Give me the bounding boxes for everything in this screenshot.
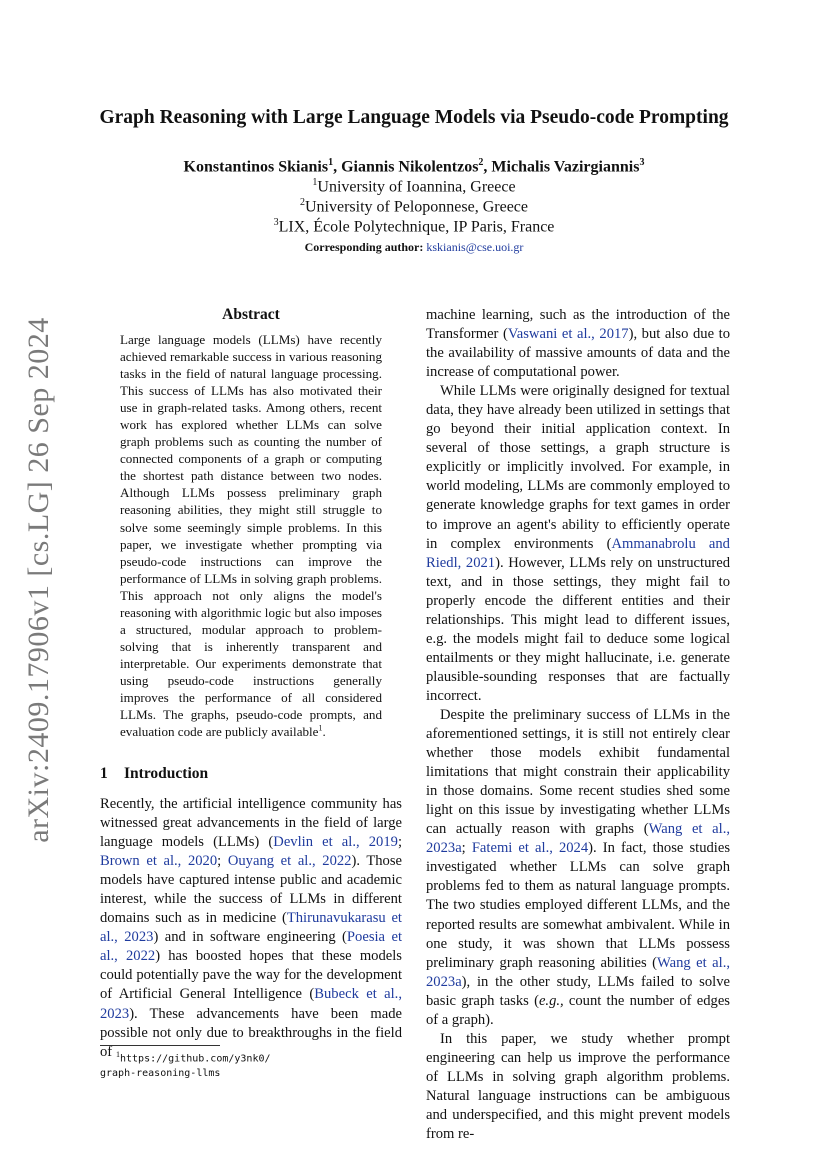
footnote-marker[interactable]: 1	[318, 723, 323, 733]
right-column-body	[426, 306, 730, 1144]
citation-link[interactable]: Fatemi et al., 2024	[471, 840, 589, 857]
text-run: Recently, the artificial intelligence community has witnessed great advancements in the field of large language models (LLMs) (	[100, 796, 402, 851]
arxiv-identifier-text: arXiv:2409.17906v1 [cs.LG] 26 Sep 2024	[22, 317, 55, 843]
paper-title: Graph Reasoning with Large Language Models via Pseudo-code Prompting	[99, 107, 729, 128]
text-run: ). These advancements have been made possible not only due to breakthroughs in the field of	[100, 1005, 402, 1060]
corresponding-label: Corresponding author:	[304, 240, 424, 254]
citation-link[interactable]: Bubeck et al., 2023	[100, 986, 402, 1022]
paragraph	[426, 382, 730, 706]
affiliation-sup: 2	[299, 197, 305, 208]
paragraph	[426, 306, 730, 382]
author-list: Konstantinos Skianis$^1$, Giannis Nikolentzos$^2$, Michalis Vazirgiannis$^3$	[183, 157, 645, 176]
text-run: ;	[461, 840, 472, 857]
paragraph	[100, 795, 403, 1065]
text-run: ;	[217, 853, 228, 870]
citation-link[interactable]: Brown et al., 2020	[100, 853, 218, 870]
citation-link[interactable]: Ouyang et al., 2022	[227, 853, 352, 870]
affiliation	[60, 217, 768, 236]
arxiv-identifier	[18, 260, 60, 900]
text-run: ) and in software engineering (	[153, 929, 347, 946]
text-run: ;	[397, 834, 402, 851]
text-run: ), but also due to the availability of massive amounts of data and the increase of computational power.	[426, 326, 730, 381]
affiliation	[60, 177, 768, 196]
footnote-url-continuation[interactable]: graph-reasoning-llms	[100, 1067, 221, 1079]
abstract-text: Large language models (LLMs) have recently achieved remarkable success in various reasoning tasks in the field of natural language processing. This success of LLMs has also motivated their use in graph-related tasks. Among others, recent work has explored whether LLMs can solve graph problems such as counting the number of connected components of a graph or computing the shortest path distance between two nodes. Although LLMs possess preliminary graph reasoning abilities, they might still struggle to solve some seemingly simple problems. In this paper, we investigate whether prompting via pseudo-code instructions can improve the performance of LLMs in solving graph problems. This approach not only aligns the model's reasoning with algorithmic logic but also imposes a structured, modular approach to problem-solving that is inherently transparent and interpretable. Our experiments demonstrate that using pseudo-code instructions generally improves the performance of all considered LLMs. The graphs, pseudo-code prompts, and evaluation code are publicly available	[120, 332, 382, 740]
section-heading-introduction	[100, 765, 208, 783]
citation-link[interactable]: Poesia et al., 2022	[100, 929, 402, 965]
author-name: Michalis Vazirgiannis	[491, 158, 640, 176]
text-run: machine learning, such as the introduction of the Transformer (	[426, 307, 730, 343]
author-name: Konstantinos Skianis	[183, 158, 329, 176]
citation-link[interactable]: Wang et al., 2023a	[426, 954, 731, 990]
affiliation	[60, 197, 768, 216]
emphasis: e.g.,	[538, 992, 564, 1009]
abstract-end: .	[322, 724, 326, 740]
text-run: ). Those models have captured intense public and academic interest, while the success of LLMs in different domains such as in medicine (	[100, 853, 403, 927]
left-column-body	[100, 795, 403, 1065]
text-run: While LLMs were originally designed for textual data, they have already been utilized in settings that go beyond their initial application context. In several of those settings, a graph structure is explicitly or implicitly involved. For example, in world modeling, LLMs are commonly employed to generate knowledge graphs for text games in order to improve an agent's ability to efficiently operate in complex environments (	[426, 383, 730, 552]
text-run: ) has boosted hopes that these models could potentially pave the way for the development of Artificial General Intelligence (	[100, 948, 402, 1003]
footnote-number: 1	[116, 1050, 120, 1059]
text-run: ). In fact, those studies investigated whether LLMs can solve graph problems fed to them as natural language prompts. The two studies employed different LLMs, and the reported results are somewhat ambivalent. While in one study, it was shown that LLMs possess preliminary graph reasoning abilities (	[426, 840, 730, 971]
author-name: Giannis Nikolentzos	[341, 158, 479, 176]
footnote-url-link[interactable]: https://github.com/y3nk0/	[120, 1053, 271, 1065]
corresponding-author	[60, 240, 768, 255]
affiliation-text: University of Peloponnese, Greece	[304, 198, 529, 216]
footnote-line	[100, 1048, 402, 1067]
affiliation-sup: 1	[312, 177, 318, 188]
citation-link[interactable]: Vaswani et al., 2017	[507, 326, 629, 343]
footnote-divider	[100, 1045, 220, 1046]
paragraph	[426, 706, 730, 1030]
footnote	[100, 1048, 402, 1081]
text-run: In this paper, we study whether prompt engineering can help us improve the performance of LLMs in solving graph algorithm problems. Natural language instructions can be ambiguous and underspecified, and this might prevent models from re-	[426, 1030, 730, 1143]
section-title: Introduction	[124, 765, 209, 782]
citation-link[interactable]: Ammanabrolu and Riedl, 2021	[426, 535, 730, 571]
citation-link[interactable]: Devlin et al., 2019	[273, 834, 398, 851]
abstract-heading: Abstract	[222, 306, 280, 323]
text-run: ). However, LLMs rely on unstructured text, and in those settings, they might fail to properly encode the different entities and their relationships. This might lead to different issues, e.g. the models might fail to deduce some logical entailments or they might hallucinate, i.e. generate plausible-sounding responses that are factually incorrect.	[426, 554, 731, 704]
section-number: 1	[100, 765, 108, 782]
text-run: count the number of edges of a graph).	[426, 992, 730, 1028]
paragraph	[426, 1030, 730, 1144]
text-run: ), in the other study, LLMs failed to solve basic graph tasks (	[426, 973, 730, 1009]
text-run: Despite the preliminary success of LLMs in the aforementioned settings, it is still not entirely clear whether those models exhibit fundamental limitations that might constrain their applicability in those domains. Some recent studies shed some light on this issue by investigating whether LLMs can actually reason with graphs (	[426, 706, 730, 838]
affiliation-text: University of Ioannina, Greece	[317, 178, 516, 196]
citation-link[interactable]: Wang et al., 2023a	[426, 821, 730, 857]
affiliation-sup: 3	[273, 217, 279, 228]
affiliation-text: LIX, École Polytechnique, IP Paris, France	[278, 218, 555, 236]
author-sup: 2	[478, 157, 484, 168]
author-sup: 3	[639, 157, 645, 168]
abstract-body	[120, 331, 382, 740]
citation-link[interactable]: Thirunavukarasu et al., 2023	[100, 910, 402, 946]
corresponding-email-link[interactable]: kskianis@cse.uoi.gr	[426, 240, 524, 254]
author-sup: 1	[328, 157, 334, 168]
